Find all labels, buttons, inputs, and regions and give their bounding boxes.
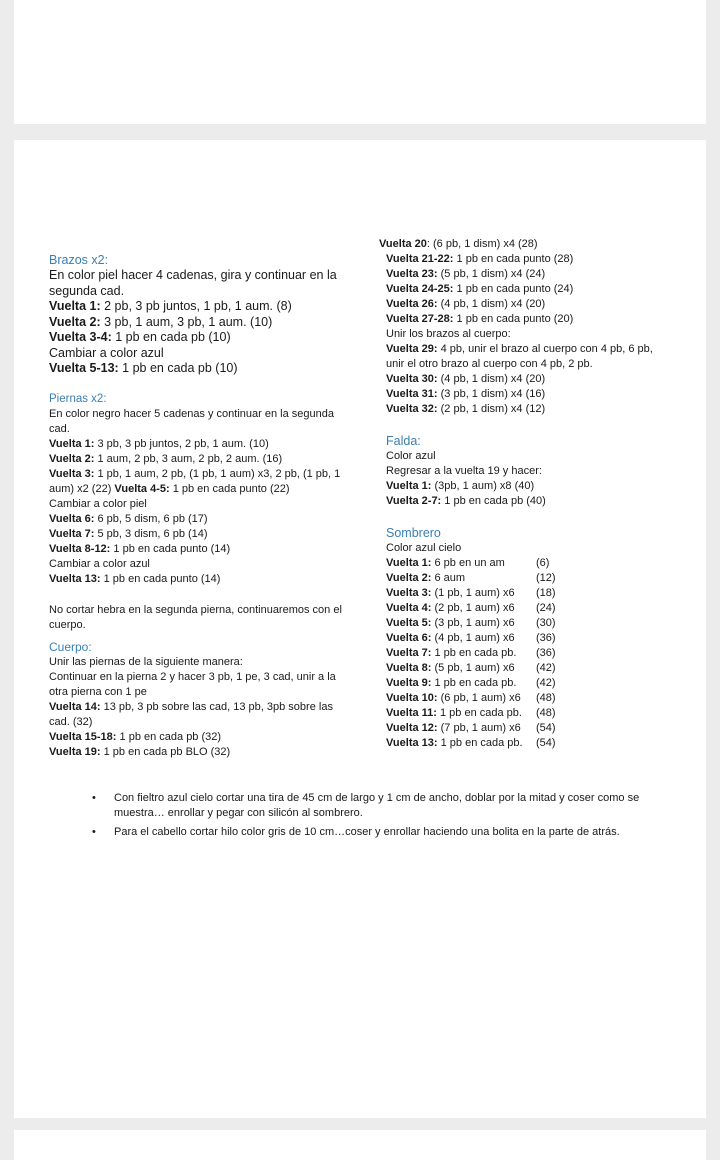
piernas-row: Vuelta 7: 5 pb, 3 dism, 6 pb (14)	[49, 527, 208, 540]
cuerpo-line: Continuar en la pierna 2 y hacer 3 pb, 1 pe, 3 cad, unir a la otra pierna con 1 pe	[49, 670, 336, 698]
torso-row: Vuelta 29: 4 pb, unir el brazo al cuerpo con 4 pb, 6 pb, unir el otro brazo al cuerpo con 4 pb, 2 pb.	[386, 343, 653, 370]
sombrero-row: Vuelta 9: 1 pb en cada pb. (42)	[386, 677, 556, 689]
torso-row: Vuelta 23: (5 pb, 1 dism) x4 (24)	[386, 268, 546, 280]
piernas-intro: En color negro hacer 5 cadenas y continuar en la segunda cad.	[49, 407, 334, 435]
falda-color: Color azul	[386, 450, 436, 462]
sombrero-row: Vuelta 8: (5 pb, 1 aum) x6 (42)	[386, 662, 556, 674]
sombrero-color: Color azul cielo	[386, 542, 462, 554]
piernas-note: No cortar hebra en la segunda pierna, continuaremos con el cuerpo.	[49, 603, 342, 631]
previous-page-sheet	[14, 0, 706, 124]
brazos-row: Vuelta 5-13: 1 pb en cada pb (10)	[49, 361, 238, 375]
sombrero-row: Vuelta 12: (7 pb, 1 aum) x6 (54)	[386, 722, 556, 734]
sombrero-title: Sombrero	[386, 526, 441, 540]
sombrero-row: Vuelta 11: 1 pb en cada pb. (48)	[386, 707, 556, 719]
brazos-row: Vuelta 2: 3 pb, 1 aum, 3 pb, 1 aum. (10)	[49, 314, 273, 329]
torso-row: Vuelta 27-28: 1 pb en cada punto (20)	[386, 313, 574, 325]
cuerpo-row: Vuelta 15-18: 1 pb en cada pb (32)	[49, 730, 222, 743]
sombrero-row: Vuelta 5: (3 pb, 1 aum) x6 (30)	[386, 617, 556, 629]
right-column	[379, 237, 666, 751]
sombrero-row: Vuelta 3: (1 pb, 1 aum) x6 (18)	[386, 587, 556, 599]
torso-row: Vuelta 24-25: 1 pb en cada punto (24)	[386, 283, 574, 295]
piernas-color-change: Cambiar a color azul	[49, 557, 150, 570]
brazos-title: Brazos x2:	[49, 253, 109, 267]
cuerpo-title: Cuerpo:	[49, 639, 92, 654]
unir-brazos: Unir los brazos al cuerpo:	[386, 328, 511, 340]
piernas-title: Piernas x2:	[49, 392, 107, 405]
falda-row: Vuelta 2-7: 1 pb en cada pb (40)	[386, 495, 546, 507]
bullet-item: • Para el cabello cortar hilo color gris de 10 cm…coser y enrollar haciendo una bolita en la parte de atrás.	[92, 826, 620, 838]
torso-row: Vuelta 21-22: 1 pb en cada punto (28)	[386, 253, 574, 265]
sombrero-row: Vuelta 1: 6 pb en un am (6)	[386, 557, 550, 569]
cuerpo-row: Vuelta 14: 13 pb, 3 pb sobre las cad, 13 pb, 3pb sobre las cad. (32)	[49, 700, 333, 728]
sombrero-row: Vuelta 7: 1 pb en cada pb. (36)	[386, 647, 556, 659]
left-column	[49, 252, 349, 760]
piernas-row: Vuelta 8-12: 1 pb en cada punto (14)	[49, 542, 231, 555]
torso-row: Vuelta 31: (3 pb, 1 dism) x4 (16)	[386, 388, 546, 400]
sombrero-row: Vuelta 10: (6 pb, 1 aum) x6 (48)	[386, 692, 556, 704]
sombrero-row: Vuelta 4: (2 pb, 1 aum) x6 (24)	[386, 602, 556, 614]
falda-title: Falda:	[386, 434, 421, 448]
sombrero-row: Vuelta 2: 6 aum (12)	[386, 572, 556, 584]
torso-row: Vuelta 30: (4 pb, 1 dism) x4 (20)	[386, 373, 546, 385]
brazos-row: Vuelta 3-4: 1 pb en cada pb (10)	[49, 330, 231, 344]
torso-row: Vuelta 32: (2 pb, 1 dism) x4 (12)	[386, 403, 546, 415]
cuerpo-row: Vuelta 19: 1 pb en cada pb BLO (32)	[49, 745, 231, 758]
torso-row: Vuelta 26: (4 pb, 1 dism) x4 (20)	[386, 298, 546, 310]
falda-row: Vuelta 1: (3pb, 1 aum) x8 (40)	[386, 480, 535, 492]
piernas-row: Vuelta 1: 3 pb, 3 pb juntos, 2 pb, 1 aum. (10)	[49, 437, 269, 450]
bullet-dot-icon: •	[92, 792, 96, 804]
piernas-color-change: Cambiar a color piel	[49, 497, 147, 510]
bullet-dot-icon: •	[92, 826, 96, 838]
sombrero-row: Vuelta 6: (4 pb, 1 aum) x6 (36)	[386, 632, 556, 644]
next-page-sheet	[14, 1130, 706, 1160]
brazos-row: Cambiar a color azul	[49, 345, 164, 360]
piernas-row: Vuelta 2: 1 aum, 2 pb, 3 aum, 2 pb, 2 aum. (16)	[49, 452, 283, 465]
bullet-item: • Con fieltro azul cielo cortar una tira de 45 cm de largo y 1 cm de ancho, doblar por la mitad y coser como se muestra… enrollar y pegar con silicón al sombrero.	[92, 792, 640, 819]
piernas-row: Vuelta 13: 1 pb en cada punto (14)	[49, 572, 221, 585]
piernas-row: Vuelta 6: 6 pb, 5 dism, 6 pb (17)	[49, 512, 208, 525]
falda-regresar: Regresar a la vuelta 19 y hacer:	[386, 465, 542, 477]
piernas-row: Vuelta 3: 1 pb, 1 aum, 2 pb, (1 pb, 1 aum) x3, 2 pb, (1 pb, 1 aum) x2 (22) Vuelta 4-5: 1 pb en cada punto (22)	[49, 467, 341, 495]
finishing-notes	[92, 791, 652, 844]
cuerpo-line: Unir las piernas de la siguiente manera:	[49, 655, 243, 668]
brazos-row: Vuelta 1: 2 pb, 3 pb juntos, 1 pb, 1 aum. (8)	[49, 299, 292, 313]
brazos-intro: En color piel hacer 4 cadenas, gira y continuar en la segunda cad.	[49, 268, 337, 298]
torso-row: Vuelta 20: (6 pb, 1 dism) x4 (28)	[379, 238, 538, 250]
sombrero-row: Vuelta 13: 1 pb en cada pb. (54)	[386, 737, 556, 749]
